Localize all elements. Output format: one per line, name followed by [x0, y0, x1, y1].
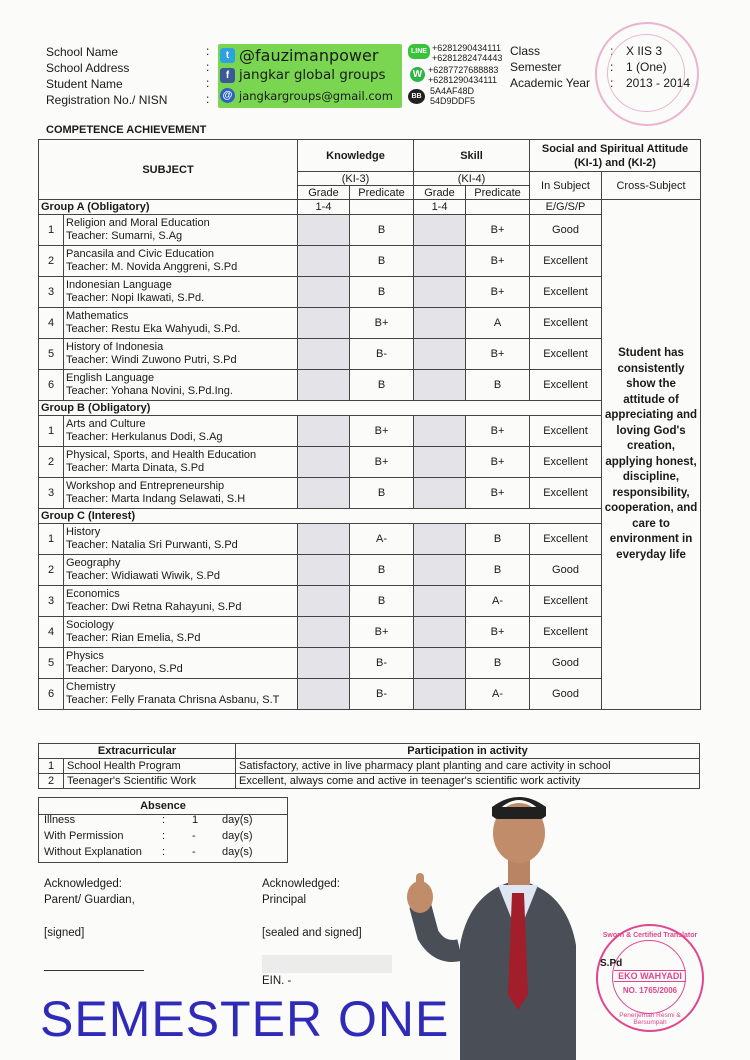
skill-predicate: A- [466, 586, 530, 617]
colon: : [206, 60, 210, 74]
email-address: jangkargroups@gmail.com [239, 88, 393, 103]
grade-cell-blurred [298, 370, 350, 401]
grade-cell-blurred [298, 308, 350, 339]
parent-role: Parent/ Guardian, [44, 894, 135, 906]
predicate-header: Predicate [466, 186, 530, 200]
group-a-title: Group A (Obligatory) [39, 200, 298, 215]
translator-name-partial: S.Pd [600, 958, 623, 969]
row-number: 3 [39, 478, 64, 509]
teacher-name: Teacher: Natalia Sri Purwanti, S.Pd [66, 539, 238, 551]
class-value: X IIS 3 [626, 44, 663, 58]
grade-cell-blurred [298, 416, 350, 447]
table-row [39, 617, 701, 648]
colon: : [610, 76, 614, 90]
attitude-value: Excellent [530, 416, 602, 447]
knowledge-predicate: B [350, 277, 414, 308]
group-b-title: Group B (Obligatory) [39, 401, 602, 416]
grade-cell-blurred [298, 447, 350, 478]
twitter-row [220, 46, 378, 65]
bbm-pin: 54D9DDF5 [430, 96, 476, 106]
row-number: 4 [39, 308, 64, 339]
colon: : [610, 60, 614, 74]
table-row [39, 648, 701, 679]
grade-cell-blurred [298, 679, 350, 710]
competence-table [38, 139, 701, 710]
subject-name: Religion and Moral Education [66, 217, 210, 229]
grade-cell-blurred [414, 617, 466, 648]
grade-cell-blurred [414, 246, 466, 277]
skill-predicate: B [466, 370, 530, 401]
bbm-icon: BB [408, 89, 425, 104]
absence-unit: day(s) [222, 830, 253, 842]
skill-predicate: B [466, 524, 530, 555]
line-icon: LINE [408, 44, 430, 59]
academic-year-value: 2013 - 2014 [626, 76, 691, 90]
row-number: 2 [39, 447, 64, 478]
table-row [39, 586, 701, 617]
table-row [39, 679, 701, 710]
cross-subject-header: Cross-Subject [602, 172, 701, 200]
grade-cell-blurred [414, 679, 466, 710]
email-row [220, 88, 393, 103]
knowledge-predicate: A- [350, 524, 414, 555]
social-attitude-header: Social and Spiritual Attitude (KI-1) and (KI-2) [530, 140, 701, 172]
table-row [39, 555, 701, 586]
subject-name: Workshop and Entrepreneurship [66, 480, 225, 492]
subject-name: Physical, Sports, and Health Education [66, 449, 257, 461]
skill-predicate: B+ [466, 246, 530, 277]
stamp-bottom-text: Penerjemah Resmi & Bersumpah [619, 1012, 681, 1026]
grade-range: 1-4 [414, 200, 466, 215]
twitter-icon: t [220, 48, 235, 63]
knowledge-predicate: B- [350, 648, 414, 679]
skill-predicate: A [466, 308, 530, 339]
attitude-value: Excellent [530, 447, 602, 478]
parent-signed: [signed] [44, 927, 85, 939]
attitude-value: Good [530, 679, 602, 710]
row-number: 1 [39, 416, 64, 447]
class-label: Class [510, 44, 541, 58]
knowledge-predicate: B+ [350, 416, 414, 447]
grade-cell-blurred [298, 555, 350, 586]
table-row [39, 478, 701, 509]
subject-name: Geography [66, 557, 121, 569]
stamp-top-text: Sworn & Certified Translator [602, 932, 698, 939]
row-number: 5 [39, 648, 64, 679]
grade-cell-blurred [414, 339, 466, 370]
bbm-pins [430, 86, 475, 106]
stamp-number: NO. 1765/2006 [622, 986, 678, 995]
attitude-value: Excellent [530, 617, 602, 648]
activity-name: School Health Program [64, 759, 236, 774]
academic-year-label: Academic Year [510, 76, 591, 90]
absence-unit: day(s) [222, 814, 253, 826]
cross-subject-description: Student has consistently show the attitude of appreciating and loving God's creation, applying honest, discipline, responsibility, cooperation, and care to environment in everyday life [602, 200, 701, 710]
facebook-icon: f [220, 68, 235, 83]
email-icon: @ [220, 88, 235, 103]
table-row [39, 416, 701, 447]
teacher-name: Teacher: Herkulanus Dodi, S.Ag [66, 431, 223, 443]
school-name-label: School Name [46, 45, 119, 59]
subject-name: English Language [66, 372, 155, 384]
whatsapp-phones [428, 65, 498, 85]
teacher-name: Teacher: Widiawati Wiwik, S.Pd [66, 570, 221, 582]
grade-header: Grade [298, 186, 350, 200]
grade-range: 1-4 [298, 200, 350, 215]
grade-cell-blurred [414, 416, 466, 447]
grade-cell-blurred [298, 339, 350, 370]
teacher-name: Teacher: Restu Eka Wahyudi, S.Pd. [66, 323, 241, 335]
phone-number: +6281290434111 [432, 43, 501, 53]
student-name-label: Student Name [46, 77, 123, 91]
teacher-name: Teacher: Sumarni, S.Ag [66, 230, 183, 242]
teacher-name: Teacher: Marta Indang Selawati, S.H [66, 493, 246, 505]
extracurricular-table [38, 743, 700, 789]
grade-cell-blurred [414, 524, 466, 555]
skill-header: Skill [414, 140, 530, 172]
semester-caption: SEMESTER ONE [40, 991, 450, 1047]
row-number: 2 [39, 774, 64, 789]
skill-predicate: B+ [466, 277, 530, 308]
attitude-value: Excellent [530, 524, 602, 555]
knowledge-predicate: B- [350, 679, 414, 710]
row-number: 2 [39, 246, 64, 277]
grade-cell-blurred [414, 215, 466, 246]
knowledge-predicate: B+ [350, 447, 414, 478]
absence-label: Illness [44, 814, 76, 826]
teacher-name: Teacher: M. Novida Anggreni, S.Pd [66, 261, 238, 273]
knowledge-predicate: B [350, 586, 414, 617]
in-subject-header: In Subject [530, 172, 602, 200]
table-row [39, 759, 700, 774]
teacher-name: Teacher: Windi Zuwono Putri, S.Pd [66, 354, 237, 366]
teacher-name: Teacher: Nopi Ikawati, S.Pd. [66, 292, 205, 304]
grade-cell-blurred [414, 586, 466, 617]
attitude-value: Excellent [530, 478, 602, 509]
participation-header: Participation in activity [236, 744, 700, 759]
grade-cell-blurred [414, 447, 466, 478]
attitude-value: Excellent [530, 246, 602, 277]
semester-value: 1 (One) [626, 60, 667, 74]
ki3-header: (KI-3) [298, 172, 414, 186]
activity-name: Teenager's Scientific Work [64, 774, 236, 789]
grade-cell-blurred [298, 586, 350, 617]
grade-cell-blurred [298, 648, 350, 679]
bbm-pin: 5A4AF48D [430, 86, 475, 96]
table-row [39, 370, 701, 401]
stamp-name: EKO WAHYADI [614, 970, 686, 982]
row-number: 5 [39, 339, 64, 370]
row-number: 6 [39, 679, 64, 710]
row-number: 4 [39, 617, 64, 648]
subject-name: Mathematics [66, 310, 129, 322]
attitude-value: Good [530, 215, 602, 246]
subject-header: SUBJECT [39, 140, 298, 200]
subject-name: Sociology [66, 619, 114, 631]
knowledge-predicate: B [350, 478, 414, 509]
facebook-row [220, 67, 386, 83]
row-number: 1 [39, 759, 64, 774]
attitude-value: Good [530, 648, 602, 679]
twitter-handle: @fauzimanpower [239, 46, 379, 65]
knowledge-predicate: B [350, 215, 414, 246]
grade-cell-blurred [298, 524, 350, 555]
absence-unit: day(s) [222, 846, 253, 858]
principal-ein: EIN. - [262, 975, 292, 987]
grade-cell-blurred [414, 648, 466, 679]
skill-predicate: B [466, 555, 530, 586]
colon: : [206, 92, 210, 106]
skill-predicate: B+ [466, 617, 530, 648]
teacher-name: Teacher: Felly Franata Chrisna Asbanu, S.T [66, 694, 280, 706]
subject-name: Arts and Culture [66, 418, 146, 430]
row-number: 2 [39, 555, 64, 586]
principal-signed: [sealed and signed] [262, 927, 362, 939]
line-phones [432, 43, 502, 63]
skill-predicate: B [466, 648, 530, 679]
table-row [39, 339, 701, 370]
school-address-label: School Address [46, 61, 130, 75]
teacher-name: Teacher: Marta Dinata, S.Pd [66, 462, 205, 474]
absence-label: With Permission [44, 830, 124, 842]
section-title: COMPETENCE ACHIEVEMENT [46, 124, 207, 136]
grade-cell-blurred [414, 478, 466, 509]
absence-label: Without Explanation [44, 846, 142, 858]
parent-acknowledged: Acknowledged: [44, 878, 122, 890]
knowledge-predicate: B+ [350, 308, 414, 339]
colon: : [162, 846, 166, 858]
colon: : [206, 44, 210, 58]
colon: : [206, 76, 210, 90]
attitude-value: Good [530, 555, 602, 586]
table-row [39, 277, 701, 308]
grade-cell-blurred [414, 555, 466, 586]
registration-label: Registration No./ NISN [46, 93, 168, 107]
skill-predicate: B+ [466, 447, 530, 478]
subject-name: Chemistry [66, 681, 116, 693]
school-stamp [595, 22, 699, 126]
table-row [39, 246, 701, 277]
knowledge-predicate: B [350, 555, 414, 586]
table-row [39, 215, 701, 246]
grade-cell-blurred [298, 215, 350, 246]
skill-predicate: A- [466, 679, 530, 710]
translator-stamp [596, 924, 704, 1032]
principal-role: Principal [262, 894, 307, 906]
grade-cell-blurred [298, 277, 350, 308]
semester-label: Semester [510, 60, 562, 74]
knowledge-predicate: B [350, 370, 414, 401]
grade-cell-blurred [298, 478, 350, 509]
grade-cell-blurred [414, 308, 466, 339]
ki4-header: (KI-4) [414, 172, 530, 186]
grade-cell-blurred [298, 246, 350, 277]
colon: : [162, 814, 166, 826]
grade-cell-blurred [414, 277, 466, 308]
knowledge-predicate: B- [350, 339, 414, 370]
attitude-value: Excellent [530, 277, 602, 308]
phone-number: +6287727688883 [428, 65, 499, 75]
absence-value: - [192, 846, 196, 858]
row-number: 1 [39, 215, 64, 246]
grade-cell-blurred [414, 370, 466, 401]
phone-number: +6281290434111 [428, 75, 497, 85]
predicate-header: Predicate [350, 186, 414, 200]
table-row [39, 524, 701, 555]
teacher-name: Teacher: Rian Emelia, S.Pd [66, 632, 201, 644]
colon: : [162, 830, 166, 842]
principal-name-blurred [262, 955, 392, 973]
teacher-name: Teacher: Dwi Retna Rahayuni, S.Pd [66, 601, 242, 613]
table-row [39, 447, 701, 478]
row-number: 6 [39, 370, 64, 401]
knowledge-predicate: B+ [350, 617, 414, 648]
subject-name: Economics [66, 588, 120, 600]
absence-title: Absence [39, 798, 288, 815]
subject-name: Physics [66, 650, 104, 662]
absence-value: 1 [192, 814, 199, 826]
attitude-value: Excellent [530, 586, 602, 617]
grade-cell-blurred [298, 617, 350, 648]
teacher-name: Teacher: Daryono, S.Pd [66, 663, 183, 675]
row-number: 3 [39, 586, 64, 617]
attitude-scale: E/G/S/P [530, 200, 602, 215]
whatsapp-icon: W [410, 67, 425, 82]
subject-name: History [66, 526, 101, 538]
skill-predicate: B+ [466, 215, 530, 246]
attitude-value: Excellent [530, 339, 602, 370]
attitude-value: Excellent [530, 308, 602, 339]
teacher-name: Teacher: Yohana Novini, S.Pd.Ing. [66, 385, 233, 397]
knowledge-predicate: B [350, 246, 414, 277]
knowledge-header: Knowledge [298, 140, 414, 172]
activity-participation: Satisfactory, active in live pharmacy plant planting and care activity in school [236, 759, 700, 774]
row-number: 3 [39, 277, 64, 308]
colon: : [610, 44, 614, 58]
facebook-name: jangkar global groups [239, 67, 386, 83]
skill-predicate: B+ [466, 478, 530, 509]
attitude-value: Excellent [530, 370, 602, 401]
activity-participation: Excellent, always come and active in teenager's scientific work activity [236, 774, 700, 789]
subject-name: Indonesian Language [66, 279, 172, 291]
grade-header: Grade [414, 186, 466, 200]
subject-name: History of Indonesia [66, 341, 164, 353]
row-number: 1 [39, 524, 64, 555]
principal-acknowledged: Acknowledged: [262, 878, 340, 890]
group-c-title: Group C (Interest) [39, 509, 602, 524]
extracurricular-header: Extracurricular [39, 744, 236, 759]
table-row [39, 308, 701, 339]
parent-signature-line [44, 970, 144, 971]
absence-value: - [192, 830, 196, 842]
phone-number: +6281282474443 [432, 53, 503, 63]
skill-predicate: B+ [466, 416, 530, 447]
subject-name: Pancasila and Civic Education [66, 248, 214, 260]
skill-predicate: B+ [466, 339, 530, 370]
